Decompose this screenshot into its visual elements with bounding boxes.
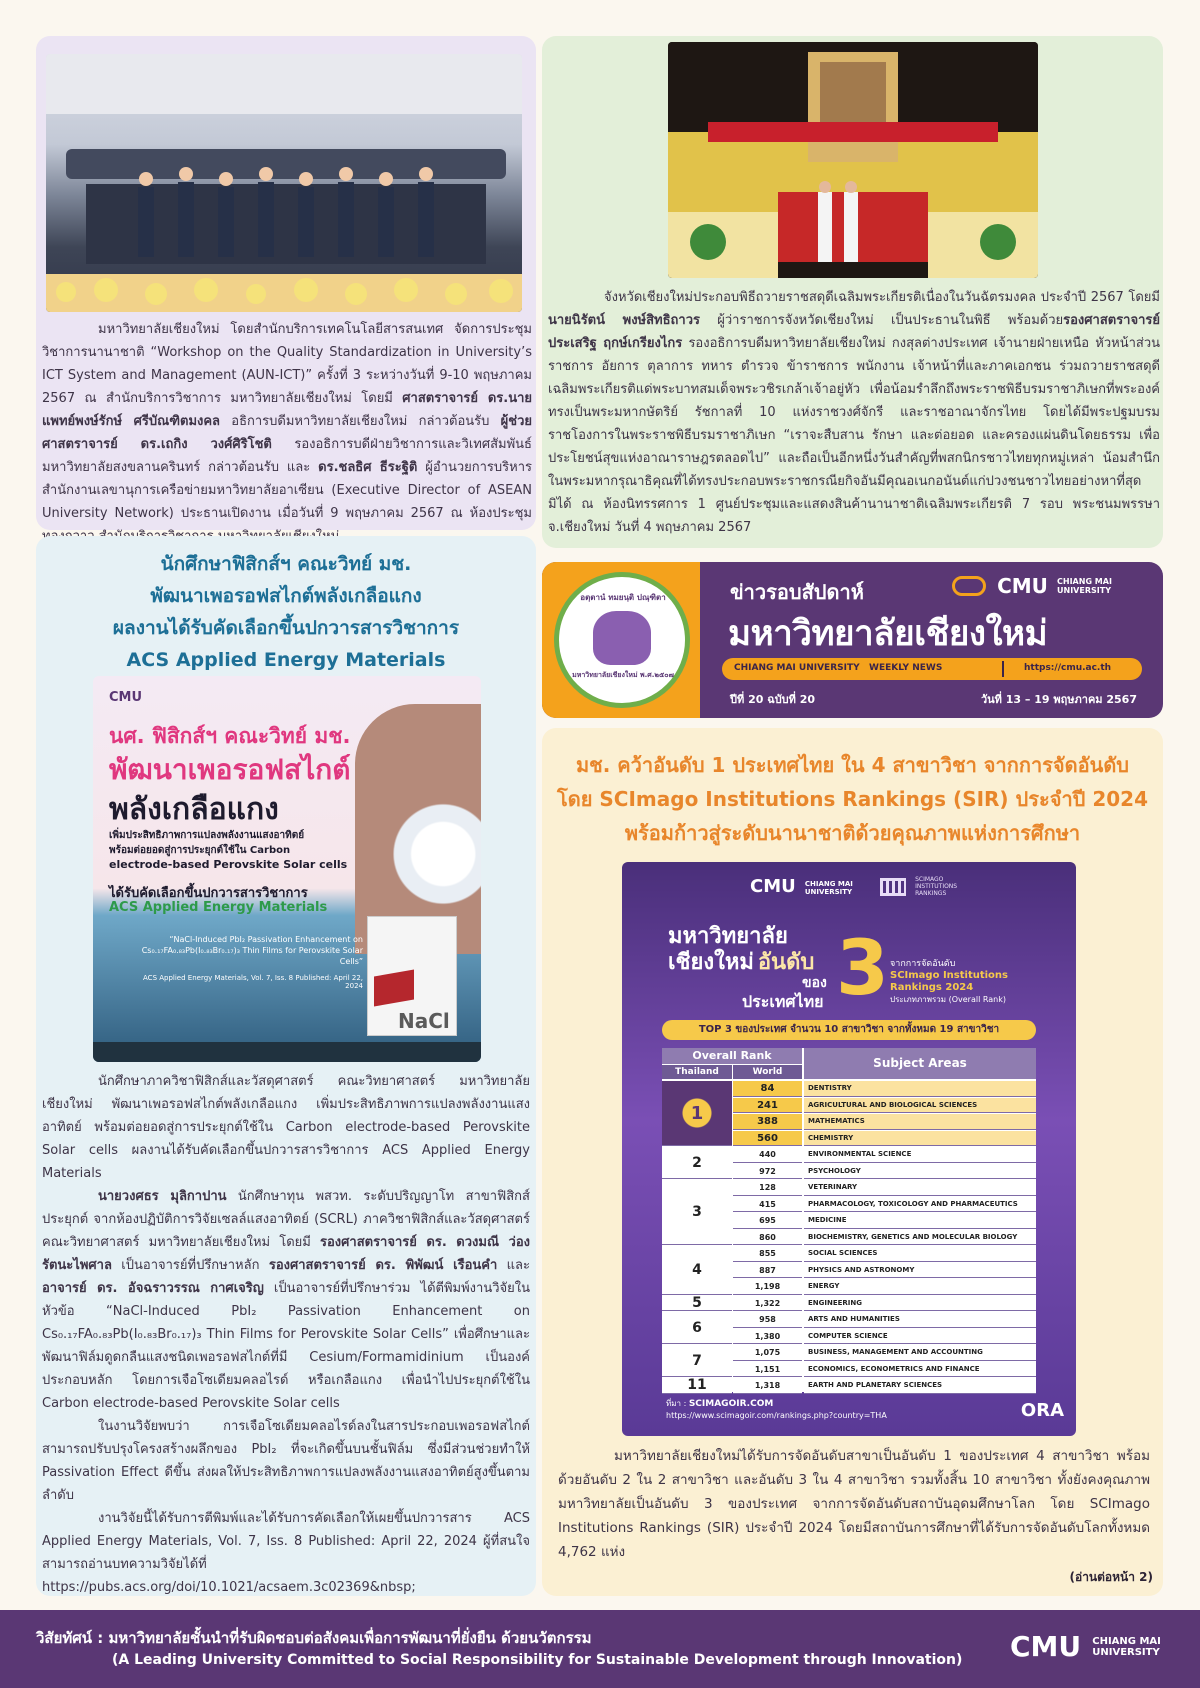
elephant-icon [593, 611, 651, 665]
rank-subject-cell: MEDICINE [804, 1213, 1036, 1229]
anniversary-logo-icon [952, 576, 986, 596]
rank-table-header-world: World [733, 1065, 802, 1079]
ranking-headline [542, 748, 1163, 850]
masthead-bar-divider [1002, 661, 1004, 677]
workshop-paragraph: มหาวิทยาลัยเชียงใหม่ โดยสำนักบริการเทคโนโลยีสารสนเทศ จัดการประชุมวิชาการนานาชาติ “Workshop on the Quality Standardization in University’s ICT System and Management (AUN-ICT)” ครั้งที่ 3 ระหว่างวันที่ 9-10 พฤษภาคม 2567 ณ สำนักบริการวิชาการ มหาวิทยาลัยเชียงใหม่ โดยมี ศาสตราจารย์ ดร.นายแพทย์พงษ์รักษ์ ศรีบัณฑิตมงคล อธิการบดีมหาวิทยาลัยเชียงใหม่ กล่าวต้อนรับ ผู้ช่วยศาสตราจารย์ ดร.เถกิง วงศ์ศิริโชติ รองอธิการบดีฝ่ายวิชาการและวิเทศสัมพันธ์ มหาวิทยาลัยสงขลานครินทร์ กล่าวต้อนรับ และ ดร.ชลธิศ ธีระฐิติ ผู้อำนวยการบริหารสำนักงานเลขานุการเครือข่ายมหาวิทยาลัยอาเซียน (Executive Director of ASEAN University Network) ประธานเปิดงาน เมื่อวันที่ 9 พฤษภาคม 2567 ณ ห้องประชุม [42, 322, 532, 521]
ranking-card [542, 728, 1163, 1596]
rank-thailand-cell: 6 [662, 1312, 732, 1344]
poster-brand: CMU [109, 690, 143, 705]
rank-subject-cell: BIOCHEMISTRY, GENETICS AND MOLECULAR BIOLOGY [804, 1230, 1036, 1246]
rank-world-cell: 1,318 [733, 1378, 802, 1394]
poster-sub-4: ได้รับคัดเลือกขึ้นปกวารสารวิชาการ [109, 886, 308, 901]
poster-sub-1: เพิ่มประสิทธิภาพการแปลงพลังงานแสงอาทิตย์ [109, 830, 305, 841]
rank-world-cell: 860 [733, 1230, 802, 1246]
masthead-seal [554, 572, 690, 708]
poster-title-1: นศ. ฟิสิกส์ฯ คณะวิทย์ มช. [109, 724, 351, 748]
poster-footer-bar [93, 1042, 481, 1062]
rank-thailand-cell: 5 [662, 1296, 732, 1312]
rank-subject-cell: BUSINESS, MANAGEMENT AND ACCOUNTING [804, 1345, 1036, 1361]
rank-thailand-cell: 3 [662, 1180, 732, 1245]
info-title-5: ประเทศไทย [742, 992, 824, 1011]
masthead-title: มหาวิทยาลัยเชียงใหม่ [728, 614, 1048, 654]
rank-table [662, 1048, 1036, 1392]
ranking-infographic [622, 862, 1076, 1436]
rank-subject-cell: PSYCHOLOGY [804, 1164, 1036, 1180]
rank-subject-cell: VETERINARY [804, 1180, 1036, 1196]
footer-vision-thai: วิสัยทัศน์ : มหาวิทยาลัยชั้นนำที่รับผิดชอบต่อสังคมเพื่อการพัฒนาที่ยั่งยืน ด้วยนวัตกรรม [36, 1629, 592, 1647]
rank-table-header-thailand: Thailand [662, 1065, 732, 1079]
rank-world-cell: 855 [733, 1246, 802, 1262]
poster-sub-3: electrode-based Perovskite Solar cells [109, 858, 348, 871]
group-photo-illustration [46, 54, 522, 312]
rank-subject-cell: DENTISTRY [804, 1081, 1036, 1097]
ranking-headline-line2: โดย SCImago Institutions Rankings (SIR) ประจำปี 2024 [556, 787, 1148, 811]
info-side-text: จากการจัดอันดับ SCImago Institutions Rankings 2024 ประเภทภาพรวม (Overall Rank) [890, 959, 1008, 1004]
rank-subject-cell: COMPUTER SCIENCE [804, 1329, 1036, 1345]
rank-world-cell: 1,322 [733, 1296, 802, 1312]
rank-subject-cell: CHEMISTRY [804, 1131, 1036, 1147]
physics-card [36, 536, 536, 1596]
poster-title-3: พลังเกลือแกง [109, 792, 279, 827]
masthead-date: วันที่ 13 – 19 พฤษภาคม 2567 [980, 693, 1137, 706]
rank-subject-cell: ENGINEERING [804, 1296, 1036, 1312]
ranking-headline-line3: พร้อมก้าวสู่ระดับนานาชาติด้วยคุณภาพแห่งการศึกษา [624, 821, 1081, 845]
continue-link[interactable]: (อ่านต่อหน้า 2) [1069, 1570, 1153, 1584]
poster-title-2: พัฒนาเพอรอฟสไกต์ [109, 753, 351, 786]
physics-headline-line2: พัฒนาเพอรอฟสไกต์พลังเกลือแกง [150, 585, 422, 607]
rank-subject-cell: ENVIRONMENTAL SCIENCE [804, 1147, 1036, 1163]
info-title-1: มหาวิทยาลัย [668, 924, 788, 949]
poster-paper-meta: ACS Applied Energy Materials, Vol. 7, Iss. 8 Published: April 22, 2024 [143, 974, 363, 990]
rank-subject-cell: EARTH AND PLANETARY SCIENCES [804, 1378, 1036, 1394]
rank-table-header-overall: Overall Rank [662, 1048, 802, 1064]
rank-world-cell: 84 [733, 1081, 802, 1097]
poster-paper-title: “NaCl-Induced PbI₂ Passivation Enhancement on Cs₀.₁₇FA₀.₈₃Pb(I₀.₈₃Br₀.₁₇)₃ Thin Films for Perovskite Solar Cells” [141, 935, 363, 966]
footer-vision-english: (A Leading University Committed to Social Responsibility for Sustainable Development through Innovation) [112, 1652, 963, 1668]
physics-headline [36, 548, 536, 676]
rank-subject-cell: ECONOMICS, ECONOMETRICS AND FINANCE [804, 1362, 1036, 1378]
ceremony-card [542, 36, 1163, 548]
rank-world-cell: 388 [733, 1114, 802, 1130]
rank-subject-cell: MATHEMATICS [804, 1114, 1036, 1130]
scimago-logo: SCIMAGO INSTITUTIONS RANKINGS [880, 876, 975, 897]
seal-text-top: อตฺตานํ ทมยนฺติ ปณฺฑิตา [580, 593, 666, 602]
masthead-website-link[interactable]: https://cmu.ac.th [1024, 663, 1112, 673]
rank-world-cell: 241 [733, 1098, 802, 1114]
ora-logo: ORA [1020, 1400, 1064, 1421]
physics-paragraph-3: ในงานวิจัยพบว่า การเจือโซเดียมคลอไรด์ลงในสารประกอบเพอรอฟสไกต์สามารถปรับปรุงโครงสร้างผลึกของ PbI₂ ที่จะเกิดขึ้นบนชั้นฟิล์ม ซึ่งมีส่วนช่วยทำให้ Passivation Effect ดีขึ้น ส่งผลให้ประสิทธิภาพการแปลงพลังงานแสงอาทิตย์สูงขึ้นตามลำดับ [42, 1419, 530, 1503]
physics-body [42, 1070, 530, 1599]
rank-subject-cell: AGRICULTURAL AND BIOLOGICAL SCIENCES [804, 1098, 1036, 1114]
workshop-card [36, 36, 536, 530]
info-brand: CMU CHIANG MAI UNIVERSITY [750, 876, 853, 897]
ceremony-paragraph: จังหวัดเชียงใหม่ประกอบพิธีถวายราชสดุดีเฉลิมพระเกียรติเนื่องในวันฉัตรมงคล ประจำปี 2567 โดยมีนายนิรัตน์ พงษ์สิทธิถาวร ผู้ว่าราชการจังหวัดเชียงใหม่ เป็นประธานในพิธี พร้อมด้วยรองศาสตราจารย์ ประเสริฐ ฤกษ์เกรียงไกร รองอธิการบดีมหาวิทยาลัยเชียงใหม่ กงสุลต่างประเทศ เจ้านายฝ่ายเหนือ หัวหน้าส่วนราชการ อัยการ ตุลาการ ทหาร ตำรวจ ข้าราชการ พนักงาน เจ้าหน้าที่และภาคเอกชน ร่วมถวายราชสดุดีเฉลิมพระเกียรติแด่พระบาทสมเด็จพระวชิรเกล้าเจ้าอยู่หัว เพื่อน้อมรำลึกถึงพระราชพิธีบรมราชาภิเษกที่พระองค์ทรงเป็นพระมหากษัตริย์ รัชกาลที่ 10 แห่งราชวงศ์จักรี และราชอาณาจักรไทย โดยได้มีพระปฐมบรมราชโองการในพระราชพิธีบรมราชาภิเษก “เราจะสืบสาน รักษา และต่อยอด และครองแผ่นดินโดยธรรม เพื่อประโยชน์สุขแห่งอาณาราษฎรตลอดไป” และถือเป็นอีกหนึ่งวันสำคัญที่พสกนิกรชาวไทยทุกหมู่เหล่า น้อมสำนึกในพระมหากรุณาธิคุณที่ได้ทรงประกอบพระราชกรณียกิจอันมีคุณอเนกอนันต์แก่ปวงชนชาวไทยอย่างหาที่สุดมิได้ ณ ห้องนิทรรศการ 1 ศูนย์ประชุมและแสดงสินค้านานาชาติเฉลิมพระเกียรติ 7 รอบ พระชนมพรรษา จ.เชียงใหม่ วันที่ 4 พฤษภาคม 2567 [548, 290, 1161, 535]
physics-paragraph-2: นายวงศธร มุลิกาปาน นักศึกษาทุน พสวท. ระดับปริญญาโท สาขาฟิสิกส์ประยุกต์ จากห้องปฏิบัติการวิจัยเซลล์แสงอาทิตย์ (SCRL) ภาควิชาฟิสิกส์และวัสดุศาสตร์ คณะวิทยาศาสตร์ มหาวิทยาลัยเชียงใหม่ โดยมี รองศาสตราจารย์ ดร. ดวงมณี ว่องรัตนะไพศาล เป็นอาจารย์ที่ปรึกษาหลัก รองศาสตราจารย์ ดร. พิพัฒน์ เรือนคำ และ อาจารย์ ดร. อัจฉราวรรณ กาศเจริญ เป็นอาจารย์ที่ปรึกษาร่วม ได้ตีพิมพ์งานวิจัยในหัวข้อ “NaCl-Induced PbI₂ Passivation Enhancement on Cs₀.₁₇FA₀.₈₃Pb(I₀.₈₃Br₀.₁₇)₃ Thin Films for Perovskite Solar Cells” เพื่อศึกษาและพัฒนาฟิล์มดูดกลืนแสงชนิดเพอรอฟสไกต์ที่มี Cesium/Formamidinium เป็นองค์ประกอบหลัก โดยการเจือโซเดียมคลอไรด์ หรือเกลือแกง เพื่อนำไปประยุกต์ใช้ใน Carbon electrode-based Perovskite Solar cells [42, 1189, 530, 1411]
rank-world-cell: 972 [733, 1164, 802, 1180]
rank-world-cell: 440 [733, 1147, 802, 1163]
physics-headline-line1: นักศึกษาฟิสิกส์ฯ คณะวิทย์ มช. [160, 553, 412, 575]
workshop-group-photo [46, 54, 522, 312]
rank-world-cell: 1,075 [733, 1345, 802, 1361]
rank-world-cell: 560 [733, 1131, 802, 1147]
rank-thailand-cell: 11 [662, 1378, 732, 1394]
rank-thailand-cell: 4 [662, 1246, 732, 1295]
rank-table-header-subject: Subject Areas [804, 1048, 1036, 1079]
rank-world-cell: 1,380 [733, 1329, 802, 1345]
info-banner: TOP 3 ของประเทศ จำนวน 10 สาขาวิชา จากทั้งหมด 19 สาขาวิชา [662, 1020, 1036, 1040]
rank-thailand-cell: 2 [662, 1147, 732, 1179]
rank-subject-cell: ARTS AND HUMANITIES [804, 1312, 1036, 1328]
rank-world-cell: 415 [733, 1197, 802, 1213]
rank-thailand-cell: 7 [662, 1345, 732, 1377]
info-source: ที่มา : SCIMAGOIR.COM https://www.scimagoir.com/rankings.php?country=THA [666, 1399, 887, 1420]
rank-subject-cell: ENERGY [804, 1279, 1036, 1295]
poster-journal-cover [367, 916, 457, 1036]
masthead-bar [722, 658, 1142, 680]
info-title-2: เชียงใหม่ อันดับ [668, 950, 815, 975]
rank-world-cell: 695 [733, 1213, 802, 1229]
rank-thailand-first-badge: 1 [662, 1081, 732, 1146]
footer [0, 1610, 1200, 1688]
masthead-issue: ปีที่ 20 ฉบับที่ 20 [730, 693, 816, 706]
ceremony-illustration [668, 42, 1038, 278]
rank-subject-cell: PHARMACOLOGY, TOXICOLOGY AND PHARMACEUTICS [804, 1197, 1036, 1213]
rank-world-cell: 128 [733, 1180, 802, 1196]
masthead-brand: CMU CHIANG MAI UNIVERSITY [952, 574, 1137, 598]
seal-text-bottom: มหาวิทยาลัยเชียงใหม่ พ.ศ.๒๕๐๗ [572, 671, 674, 679]
info-title-4: ของ [802, 975, 827, 991]
poster-nacl-label: NaCl [398, 1009, 450, 1033]
physics-paragraph-4: งานวิจัยนี้ได้รับการตีพิมพ์และได้รับการคัดเลือกให้เผยขึ้นปกวารสาร ACS Applied Energy Materials, Vol. 7, Iss. 8 Published: April 22, 2024 ผู้ที่สนใจสามารถอ่านบทความวิจัยได้ที่ https://pubs.acs.org/doi/10.1021/acsaem.3c02369&nbsp; [42, 1511, 530, 1595]
rank-world-cell: 958 [733, 1312, 802, 1328]
rank-world-cell: 1,198 [733, 1279, 802, 1295]
footer-logo: CMU CHIANG MAI UNIVERSITY [1010, 1630, 1161, 1663]
rank-world-cell: 1,151 [733, 1362, 802, 1378]
ceremony-photo [668, 42, 1038, 278]
masthead-bar-left: CHIANG MAI UNIVERSITY WEEKLY NEWS [734, 663, 943, 673]
physics-poster [93, 676, 481, 1062]
ranking-paragraph: มหาวิทยาลัยเชียงใหม่ได้รับการจัดอันดับสาขาเป็นอันดับ 1 ของประเทศ 4 สาขาวิชา พร้อมด้วยอันดับ 2 ใน 2 สาขาวิชา และอันดับ 3 ใน 4 สาขาวิชา รวมทั้งสิ้น 10 สาขาวิชา ทั้งยังคงคุณภาพมหาวิทยาลัยเป็นอันดับ 3 ของประเทศ จากการจัดอันดับสถาบันอุดมศึกษาโลก โดย SCImago Institutions Rankings (SIR) ประจำปี 2024 โดยมีสถาบันการศึกษาที่ได้รับการจัดอันดับโลกทั้งหมด 4,762 แห่ง [558, 1448, 1150, 1560]
physics-headline-line4: ACS Applied Energy Materials [126, 649, 446, 671]
masthead [542, 562, 1163, 718]
ranking-headline-line1: มช. คว้าอันดับ 1 ประเทศไทย ใน 4 สาขาวิชา จากการจัดอันดับ [575, 753, 1130, 777]
info-big-rank: 3 [836, 923, 889, 1012]
rank-world-cell: 887 [733, 1263, 802, 1279]
physics-headline-line3: ผลงานได้รับคัดเลือกขึ้นปกวารสารวิชาการ [112, 617, 460, 639]
masthead-kicker: ข่าวรอบสัปดาห์ [730, 580, 864, 604]
rank-subject-cell: SOCIAL SCIENCES [804, 1246, 1036, 1262]
poster-sub-2: พร้อมต่อยอดสู่การประยุกต์ใช้ใน Carbon [109, 845, 291, 856]
columns-icon [880, 878, 906, 896]
rank-subject-cell: PHYSICS AND ASTRONOMY [804, 1263, 1036, 1279]
physics-paragraph-1: นักศึกษาภาควิชาฟิสิกส์และวัสดุศาสตร์ คณะวิทยาศาสตร์ มหาวิทยาลัยเชียงใหม่ พัฒนาเพอรอฟสไกต์พลังเกลือแกง เพิ่มประสิทธิภาพการแปลงพลังงานแสงอาทิตย์ พร้อมต่อยอดสู่การประยุกต์ใช้ใน Carbon electrode-based Perovskite Solar cells ผลงานได้รับคัดเลือกขึ้นปกวารสารวิชาการ ACS Applied Energy Materials [42, 1074, 530, 1181]
poster-sub-5: ACS Applied Energy Materials [109, 900, 328, 915]
